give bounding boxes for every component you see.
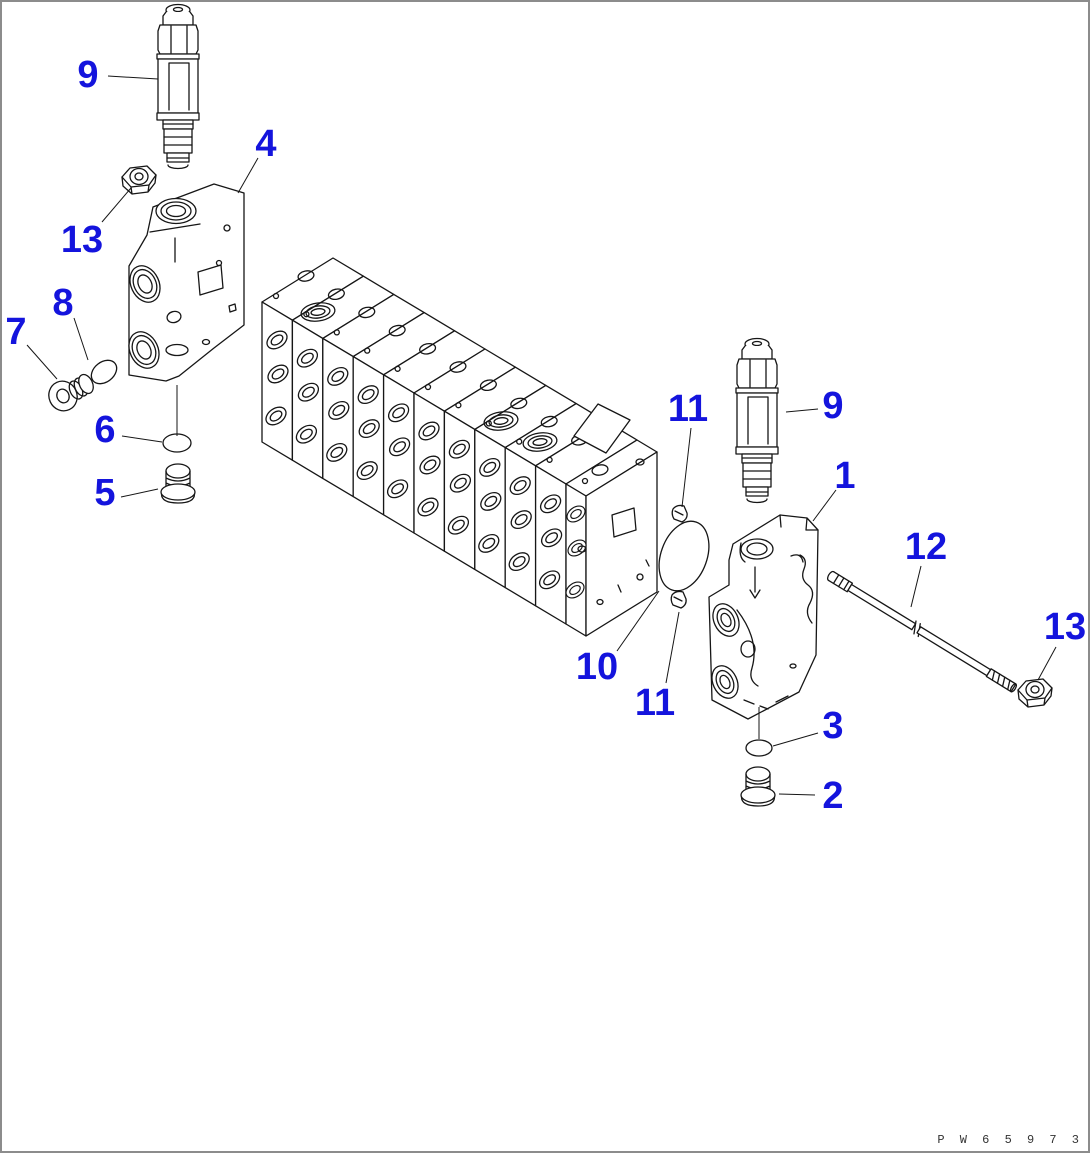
callout-6: 6 (94, 409, 116, 451)
plug-5 (161, 464, 195, 503)
plug-2 (741, 767, 775, 806)
callout-9-top-left: 9 (77, 54, 99, 96)
nut-13-right (1018, 679, 1052, 707)
callout-12: 12 (904, 526, 948, 568)
nut-13-left (122, 166, 156, 194)
callout-3: 3 (822, 705, 844, 747)
callout-11-upper: 11 (667, 388, 709, 430)
gasket-10 (650, 514, 718, 597)
callout-13-left: 13 (60, 219, 104, 261)
ball-6 (163, 434, 191, 452)
relief-valve-9-left (157, 5, 199, 169)
callout-7: 7 (5, 311, 27, 353)
callout-8: 8 (52, 282, 74, 324)
callout-13-right: 13 (1043, 606, 1087, 648)
callout-9-right: 9 (822, 385, 844, 427)
valve-end-section-1 (707, 515, 818, 719)
drawing-code: P W 6 5 9 7 3 (937, 1133, 1083, 1147)
callout-2: 2 (822, 775, 844, 817)
main-valve-stack (262, 258, 657, 636)
callout-4: 4 (255, 123, 277, 165)
plug-7 (44, 372, 96, 415)
callout-10: 10 (575, 646, 619, 688)
callout-1: 1 (834, 455, 856, 497)
callout-5: 5 (94, 472, 116, 514)
ball-3 (746, 740, 772, 756)
plug-11-lower (671, 591, 686, 608)
relief-valve-9-right (736, 339, 778, 503)
callout-11-lower: 11 (634, 682, 676, 724)
valve-section-4 (123, 184, 244, 381)
plug-11-upper (672, 505, 687, 522)
tie-rod-12 (826, 570, 1019, 694)
